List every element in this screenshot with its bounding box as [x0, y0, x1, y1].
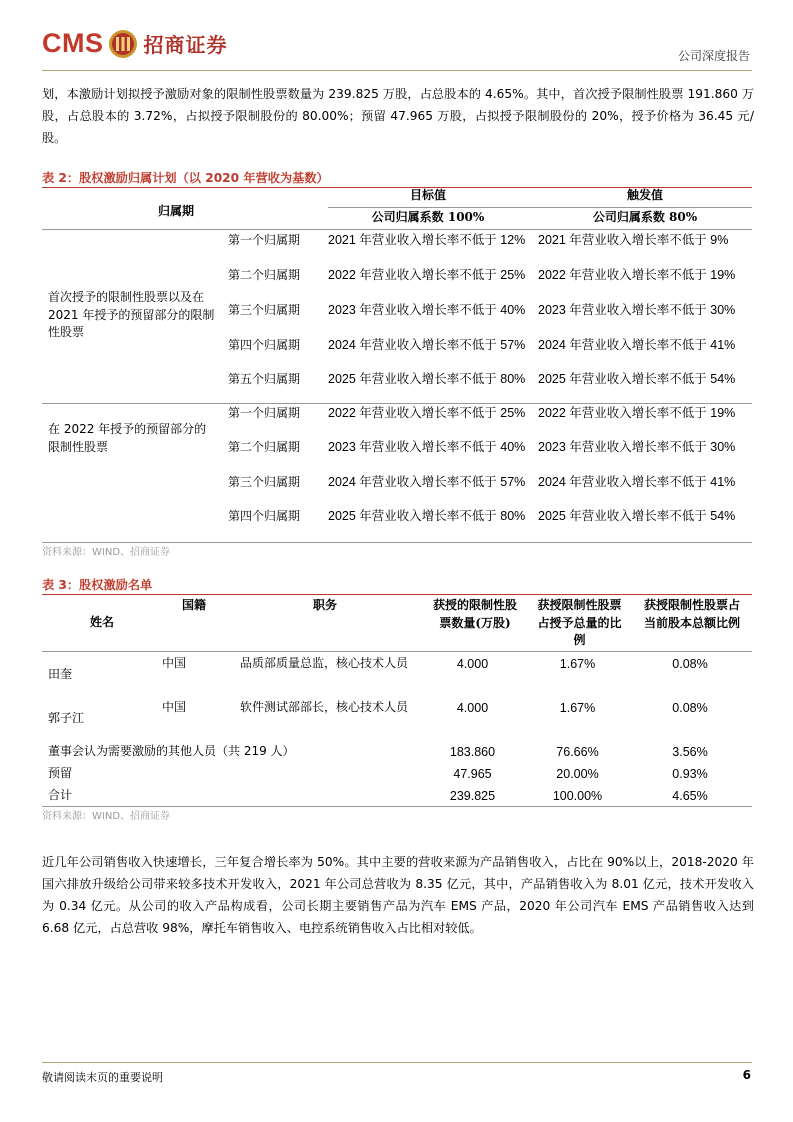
- table2-g1r3-period: 第三个归属期: [228, 303, 301, 317]
- page-number: 6: [742, 1068, 751, 1082]
- footer-divider: [42, 1062, 752, 1063]
- table3-top-rule: [42, 594, 752, 595]
- table2-header-rule: [42, 229, 752, 230]
- table2-g1r4-target: 2024 年营业收入增长率不低于 57%: [328, 338, 526, 352]
- table3-others-shares: 183.860: [449, 745, 496, 759]
- intro-paragraph: 划，本激励计划拟授予激励对象的限制性股票数量为 239.825 万股，占总股本的 4.65%。其中，首次授予限制性股票 191.860 万股，占总股本的 3.72%，占拟授予限制股份的 80.00%；预留 47.965 万股，占拟授予限制股份的 20%，授予价格为 36.45 元/股。: [42, 87, 754, 145]
- table2-g2r4-period: 第四个归属期: [228, 509, 301, 523]
- table2-sub-target: 公司归属系数 100%: [371, 210, 485, 224]
- table2-g1r3-target: 2023 年营业收入增长率不低于 40%: [328, 303, 526, 317]
- table2-group1-label: 首次授予的限制性股票以及在 2021 年授予的预留部分的限制性股票: [48, 290, 215, 339]
- table3-person1-pct-total: 0.08%: [672, 657, 708, 671]
- table2-col-target: 目标值: [409, 188, 446, 202]
- table2-g2r1-target: 2022 年营业收入增长率不低于 25%: [328, 406, 526, 420]
- header-divider: [42, 70, 752, 71]
- table2-g2r3-trigger: 2024 年营业收入增长率不低于 41%: [538, 475, 736, 489]
- table2-g1r4-trigger: 2024 年营业收入增长率不低于 41%: [538, 338, 736, 352]
- footer-disclaimer: 敬请阅读末页的重要说明: [42, 1071, 163, 1084]
- table3-others-pct-total: 3.56%: [672, 745, 708, 759]
- table2-g1r2-target: 2022 年营业收入增长率不低于 25%: [328, 268, 526, 282]
- table2-sub-rule: [328, 207, 752, 208]
- table3-col-role: 职务: [313, 598, 338, 612]
- table3-person2-name: 郭子江: [48, 711, 85, 725]
- table3-reserved-label: 预留: [48, 766, 73, 780]
- table3-person1-name: 田奎: [48, 667, 73, 681]
- table2-g1r5-period: 第五个归属期: [228, 372, 301, 386]
- table2-g2r2-trigger: 2023 年营业收入增长率不低于 30%: [538, 440, 736, 454]
- table2-g1r1-trigger: 2021 年营业收入增长率不低于 9%: [538, 233, 729, 247]
- table2-g2r1-trigger: 2022 年营业收入增长率不低于 19%: [538, 406, 736, 420]
- table2-g2r4-target: 2025 年营业收入增长率不低于 80%: [328, 509, 526, 523]
- table3-total-pct-total: 4.65%: [672, 789, 708, 803]
- logo-company-name: 招商证券: [143, 33, 228, 57]
- table2-g1r2-trigger: 2022 年营业收入增长率不低于 19%: [538, 268, 736, 282]
- table3-others-pct-grant: 76.66%: [556, 745, 599, 759]
- table3-total-label: 合计: [48, 788, 73, 802]
- table2-source: 资料来源：WIND、招商证券: [42, 547, 171, 558]
- table3-col-nation: 国籍: [182, 598, 207, 612]
- table2-g2r2-target: 2023 年营业收入增长率不低于 40%: [328, 440, 526, 454]
- table2-g1r1-target: 2021 年营业收入增长率不低于 12%: [328, 233, 526, 247]
- table3-person2-nation: 中国: [162, 700, 187, 714]
- table3-reserved-shares: 47.965: [453, 767, 492, 781]
- table2-g2r1-period: 第一个归属期: [228, 406, 301, 420]
- table3-title: 表 3：股权激励名单: [42, 578, 153, 592]
- table3-reserved-pct-grant: 20.00%: [556, 767, 599, 781]
- table3-source: 资料来源：WIND、招商证券: [42, 811, 171, 822]
- table3-col-shares: 获授的限制性股票数量(万股): [432, 598, 517, 630]
- table2-g1r3-trigger: 2023 年营业收入增长率不低于 30%: [538, 303, 736, 317]
- table2-g2r2-period: 第二个归属期: [228, 440, 301, 454]
- table2-g2r3-target: 2024 年营业收入增长率不低于 57%: [328, 475, 526, 489]
- table3-person1-shares: 4.000: [456, 657, 489, 671]
- table3-total-shares: 239.825: [449, 789, 496, 803]
- table3-person1-nation: 中国: [162, 656, 187, 670]
- table3-header-rule: [42, 651, 752, 652]
- table3-col-pct-total: 获授限制性股票占当前股本总额比例: [643, 598, 740, 630]
- revenue-paragraph: 近几年公司销售收入快速增长，三年复合增长率为 50%。其中主要的营收来源为产品销售收入，占比在 90%以上，2018-2020 年国六排放升级给公司带来较多技术开发收入，2021 年公司总营收为 8.35 亿元，其中，产品销售收入为 8.01 亿元，技术开发收入为 0.34 亿元。从公司的收入产品构成看，公司长期主要销售产品为汽车 EMS 产品，2020 年公司汽车 EMS 产品销售收入达到 6.68 亿元，占总营收 98%，摩托车销售收入、电控系统销售收入占比相对较低。: [42, 855, 754, 935]
- table2-col-trigger: 触发值: [626, 188, 663, 202]
- logo-cms-text: CMS: [42, 28, 104, 58]
- table3-person2-pct-total: 0.08%: [672, 701, 708, 715]
- table3-person2-shares: 4.000: [456, 701, 489, 715]
- table3-person1-role: 品质部质量总监，核心技术人员: [240, 656, 409, 670]
- table3-reserved-pct-total: 0.93%: [672, 767, 708, 781]
- cms-logo: [42, 28, 228, 59]
- page-header: [42, 26, 752, 68]
- logo-emblem-icon: [108, 29, 138, 59]
- table3-col-pct-grant: 获授限制性股票占授予总量的比例: [537, 598, 622, 647]
- table2-g2r4-trigger: 2025 年营业收入增长率不低于 54%: [538, 509, 736, 523]
- table2-g1r5-trigger: 2025 年营业收入增长率不低于 54%: [538, 372, 736, 386]
- report-type: 公司深度报告: [677, 49, 750, 63]
- table3-col-name: 姓名: [90, 615, 115, 629]
- table3-total-pct-grant: 100.00%: [552, 789, 603, 803]
- table2-g1r1-period: 第一个归属期: [228, 233, 301, 247]
- table2-group-divider: [42, 403, 752, 404]
- table2-g2r3-period: 第三个归属期: [228, 475, 301, 489]
- table3-person2-pct-grant: 1.67%: [559, 701, 596, 715]
- table2-col-period: 归属期: [158, 204, 195, 218]
- table2-g1r2-period: 第二个归属期: [228, 268, 301, 282]
- table2-g1r5-target: 2025 年营业收入增长率不低于 80%: [328, 372, 526, 386]
- table2-title: 表 2：股权激励归属计划（以 2020 年营收为基数）: [42, 171, 329, 185]
- table3-others-label: 董事会认为需要激励的其他人员（共 219 人）: [48, 744, 295, 758]
- table2-group2-label: 在 2022 年授予的预留部分的限制性股票: [48, 422, 207, 454]
- table3-person2-role: 软件测试部部长，核心技术人员: [240, 700, 409, 714]
- table3-person1-pct-grant: 1.67%: [559, 657, 596, 671]
- table2-g1r4-period: 第四个归属期: [228, 338, 301, 352]
- table2-sub-trigger: 公司归属系数 80%: [592, 210, 698, 224]
